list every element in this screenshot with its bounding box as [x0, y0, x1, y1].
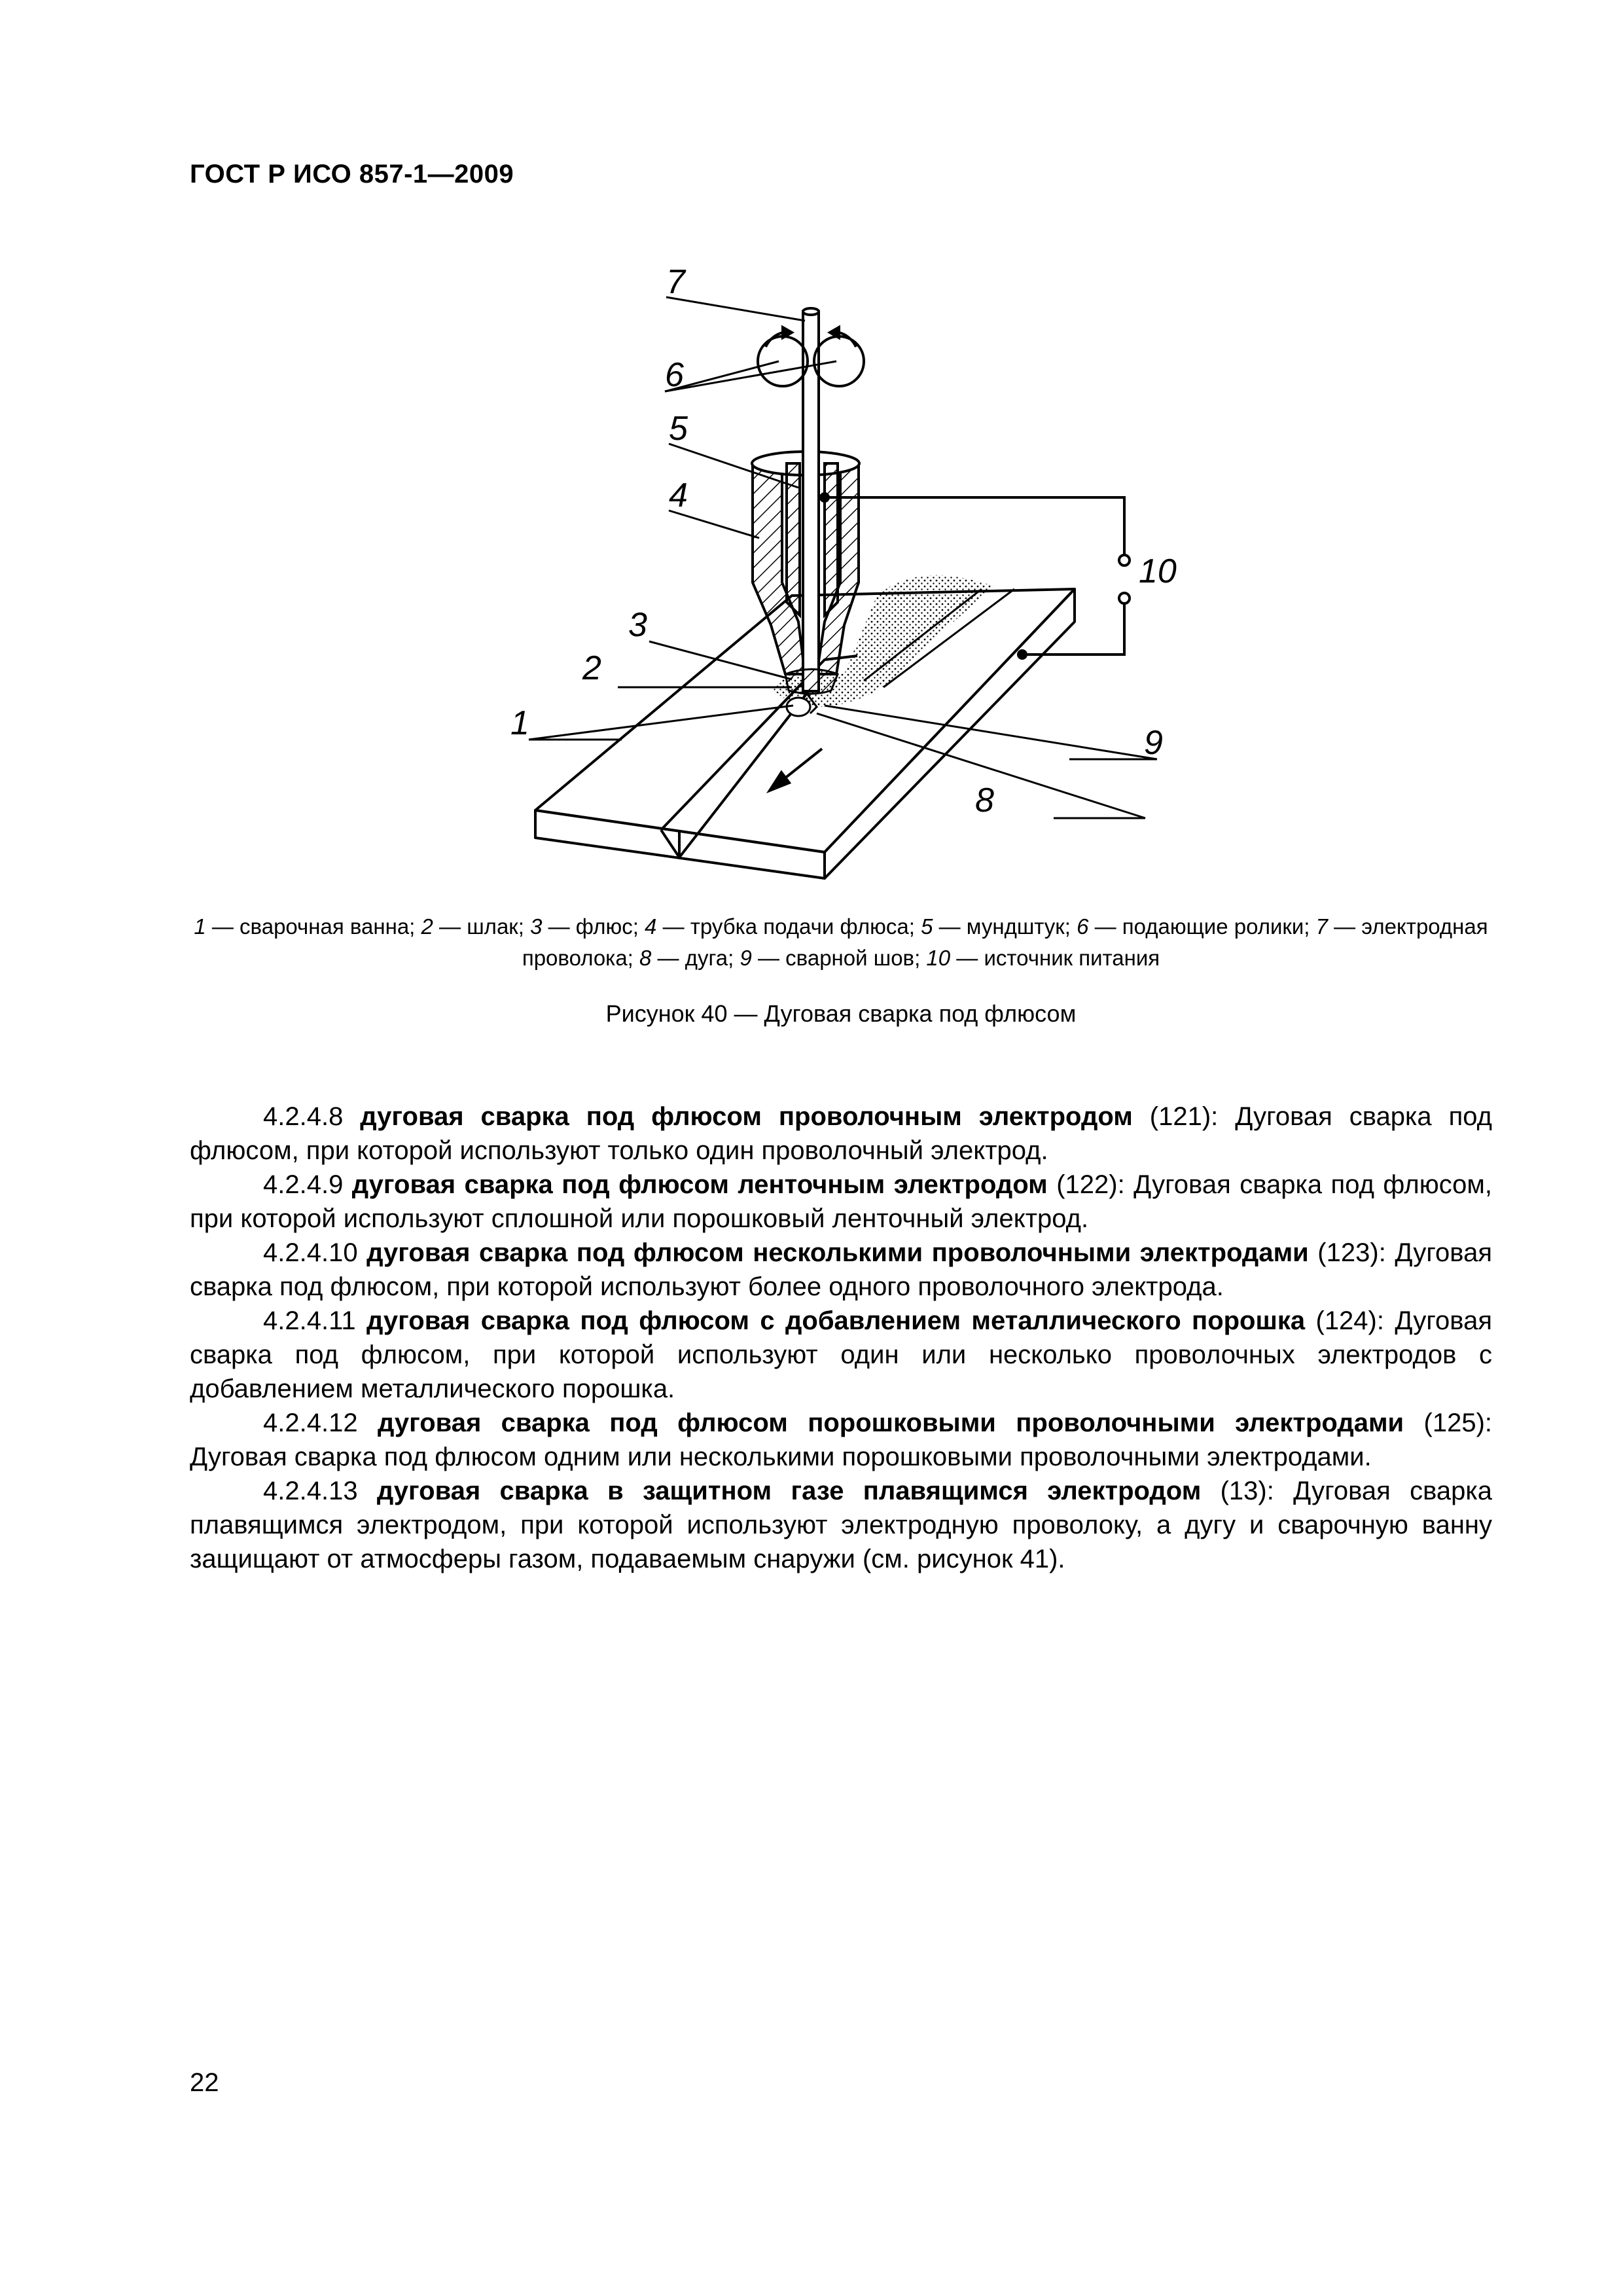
callout-9: 9 — [1144, 724, 1163, 762]
paragraph-4-2-4-9: 4.2.4.9 дуговая сварка под флюсом ленточным электродом (122): Дуговая сварка под флюсом, при которой используют сплошной или порошковый ленточный электрод. — [190, 1170, 1493, 1233]
callout-7: 7 — [666, 263, 685, 301]
callout-8: 8 — [975, 781, 994, 819]
paragraph-4-2-4-10: 4.2.4.10 дуговая сварка под флюсом несколькими проволочными электродами (123): Дуговая сварка под флюсом, при которой используют более одного проволочного электрода. — [190, 1238, 1492, 1301]
legend-item: 6 — подающие ролики; — [1077, 914, 1316, 939]
submerged-arc-welding-figure — [458, 255, 1211, 884]
figure-caption: Рисунок 40 — Дуговая сварка под флюсом — [605, 1000, 1077, 1027]
callout-5: 5 — [669, 410, 688, 448]
paragraph-4-2-4-8: 4.2.4.8 дуговая сварка под флюсом проволочным электродом (121): Дуговая сварка под флюсом, при которой используют только один проволочный электрод. — [190, 1102, 1492, 1165]
paragraph-4-2-4-13: 4.2.4.13 дуговая сварка в защитном газе плавящимся электродом (13): Дуговая сварка плавящимся электродом, при которой используют электродную проволоку, а дугу и сварочную ванну защищают от атмосферы газом, подаваемым снаружи (см. рисунок 41). — [190, 1477, 1493, 1573]
legend-item: 3 — флюс; — [530, 914, 645, 939]
legend-item: 7 — электродная проволока; — [522, 914, 1488, 970]
legend-item: 10 — источник питания — [926, 946, 1160, 970]
legend-item: 5 — мундштук; — [921, 914, 1077, 939]
legend-item: 4 — трубка подачи флюса; — [645, 914, 921, 939]
figure-legend — [190, 911, 1492, 974]
body-text — [190, 1100, 1492, 1576]
callout-6: 6 — [665, 356, 684, 394]
document-header: ГОСТ Р ИСО 857-1—2009 — [190, 160, 514, 188]
callout-3: 3 — [628, 606, 647, 644]
legend-item: 9 — сварной шов; — [740, 946, 927, 970]
legend-item: 2 — шлак; — [421, 914, 531, 939]
paragraph-4-2-4-12: 4.2.4.12 дуговая сварка под флюсом порошковыми проволочными электродами (125): Дуговая сварка под флюсом одним или несколькими порошковыми проволочными электродами. — [190, 1408, 1493, 1471]
callout-10: 10 — [1139, 552, 1177, 590]
paragraph-4-2-4-11: 4.2.4.11 дуговая сварка под флюсом с добавлением металлического порошка (124): Дуговая сварка под флюсом, при которой используют один или несколько проволочных электродов с добавлением металлического порошка. — [190, 1306, 1493, 1403]
callout-4: 4 — [669, 476, 688, 514]
legend-item: 1 — сварочная ванна; — [194, 914, 421, 939]
callout-1: 1 — [510, 704, 529, 742]
callout-2: 2 — [582, 649, 601, 687]
legend-item: 8 — дуга; — [639, 946, 740, 970]
page-number: 22 — [190, 2068, 219, 2097]
